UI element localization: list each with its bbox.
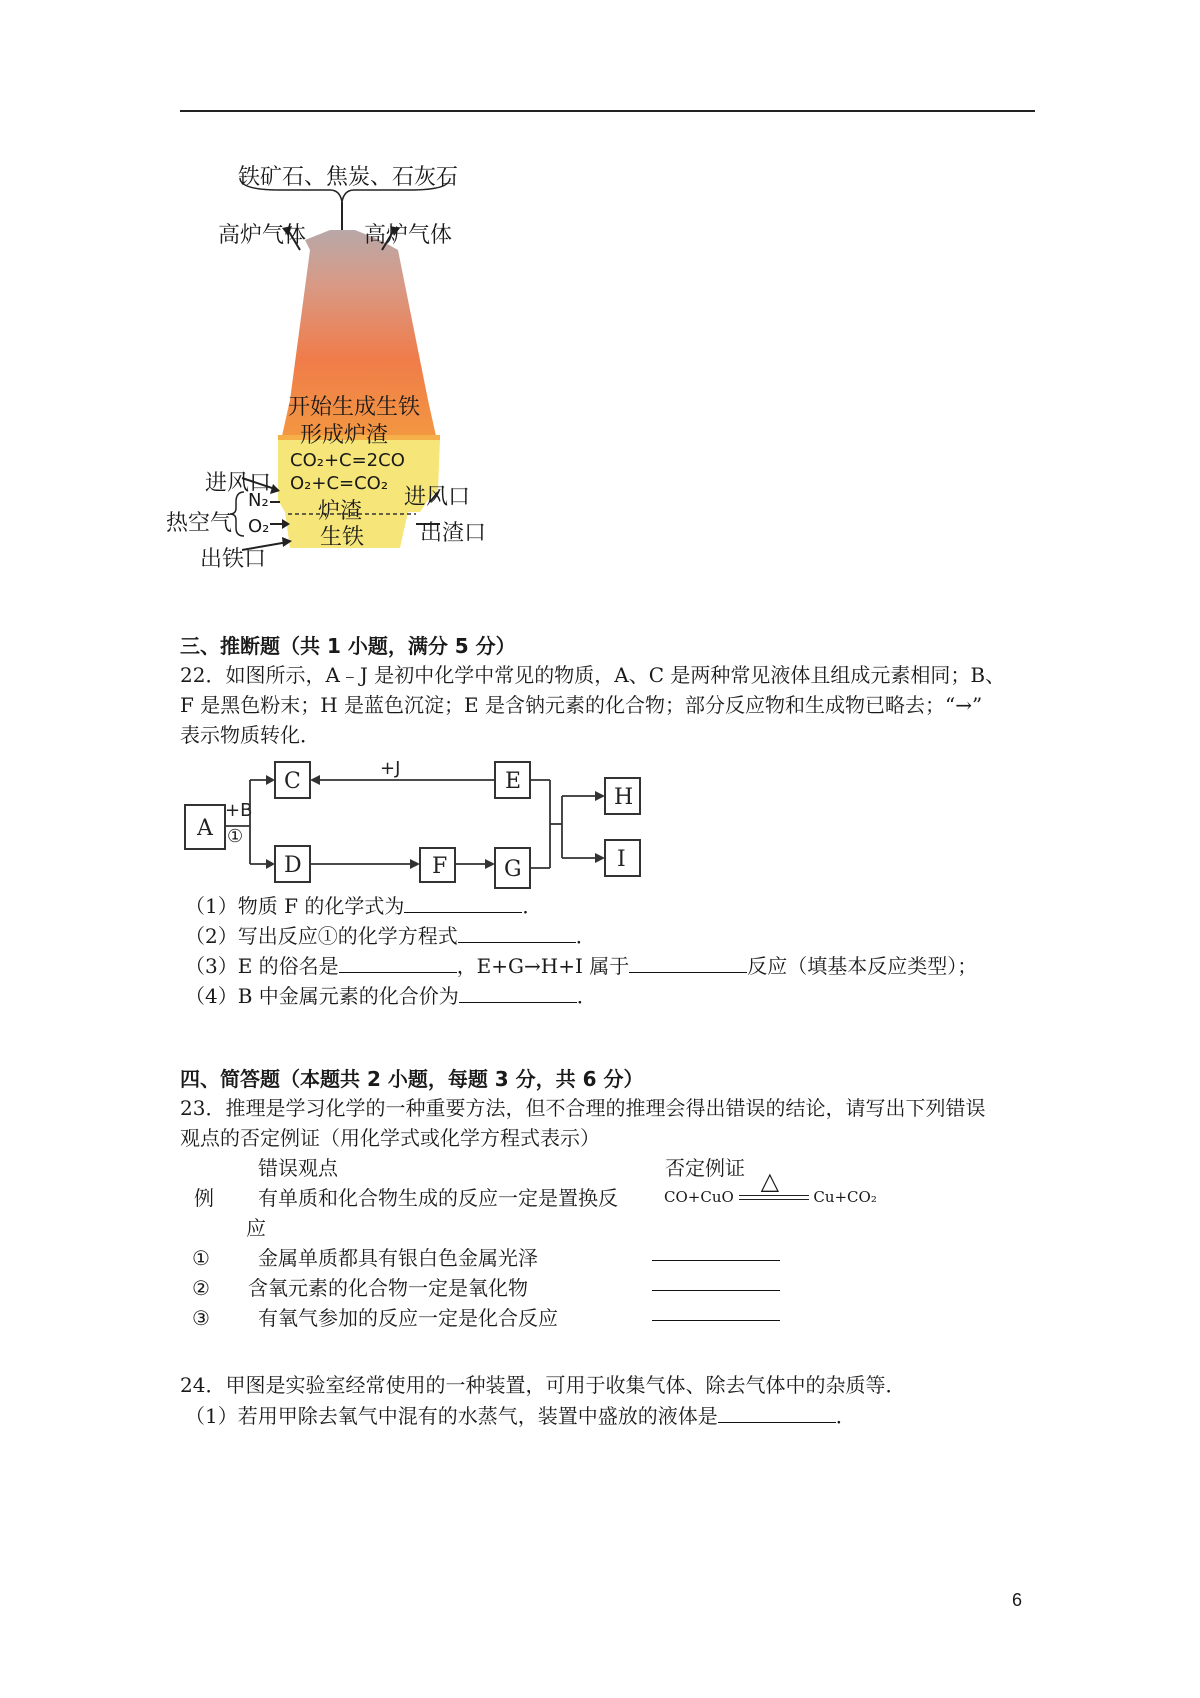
equation-condition-sign	[739, 1167, 809, 1205]
label-plus-j: +J	[380, 760, 401, 779]
example-text-line2: 应	[246, 1216, 266, 1240]
q22-sub1: （1）物质 F 的化学式为 ．	[185, 890, 542, 921]
equation-co2-c: CO₂+C=2CO	[290, 450, 405, 471]
row2-answer-blank[interactable]	[652, 1290, 780, 1291]
answer-blank-reaction-type[interactable]	[629, 950, 747, 973]
zone-pig-iron-start: 开始生成生铁	[288, 395, 421, 420]
q22-line3: 表示物质转化．	[180, 723, 320, 747]
air-inlet-left-label: 进风口	[205, 471, 272, 496]
o2-label: O₂	[248, 516, 270, 537]
q22-sub2: （2）写出反应①的化学方程式 ．	[185, 920, 596, 951]
q23-line1: 23．推理是学习化学的一种重要方法，但不合理的推理会得出错误的结论，请写出下列错误	[180, 1096, 986, 1120]
col-header-wrong-view: 错误观点	[258, 1156, 338, 1180]
equation-products: Cu+CO₂	[813, 1188, 877, 1206]
zone-pig-iron: 生铁	[320, 525, 365, 550]
answer-blank-f-formula[interactable]	[404, 890, 522, 913]
answer-blank-valence[interactable]	[459, 980, 577, 1003]
header-rule	[180, 110, 1035, 112]
hot-air-label: 热空气	[166, 511, 233, 536]
slag-outlet-label: 出渣口	[420, 521, 487, 546]
label-plus-b: +B	[225, 800, 253, 821]
equation-o2-c: O₂+C=CO₂	[290, 473, 389, 494]
node-a: A	[197, 816, 213, 841]
node-i: I	[617, 847, 626, 872]
section4-title: 四、简答题（本题共 2 小题，每题 3 分，共 6 分）	[180, 1067, 644, 1091]
heat-triangle-icon: △	[760, 1167, 780, 1195]
example-label: 例	[194, 1186, 214, 1210]
row1-num: ①	[192, 1246, 210, 1270]
answer-blank-drying-liquid[interactable]	[718, 1400, 836, 1423]
page-number: 6	[1012, 1590, 1023, 1610]
node-f: F	[432, 854, 448, 879]
label-reaction-1: ①	[227, 826, 244, 847]
q23-line2: 观点的否定例证（用化学式或化学方程式表示）	[180, 1126, 600, 1150]
node-h: H	[614, 785, 634, 810]
furnace-gas-left-label: 高炉气体	[218, 223, 307, 248]
furnace-gas-right-label: 高炉气体	[364, 223, 453, 248]
row3-answer-blank[interactable]	[652, 1320, 780, 1321]
zone-slag-forming: 形成炉渣	[300, 423, 389, 448]
iron-outlet-label: 出铁口	[200, 547, 267, 572]
q22-sub4: （4）B 中金属元素的化合价为 ．	[185, 980, 597, 1011]
row1-text: 金属单质都具有银白色金属光泽	[258, 1246, 538, 1270]
air-inlet-right-label: 进风口	[404, 485, 471, 510]
q22-line1: 22．如图所示，A﹣J 是初中化学中常见的物质，A、C 是两种常见液体且组成元素相同；B、	[180, 663, 1006, 687]
node-d: D	[284, 853, 302, 878]
section3-title: 三、推断题（共 1 小题，满分 5 分）	[180, 634, 516, 658]
node-c: C	[284, 769, 301, 794]
n2-label: N₂	[248, 490, 269, 511]
answer-blank-equation[interactable]	[458, 920, 576, 943]
example-text-line1: 有单质和化合物生成的反应一定是置换反	[258, 1186, 618, 1210]
q22-line2: F 是黑色粉末；H 是蓝色沉淀；E 是含钠元素的化合物；部分反应物和生成物已略去；“→”	[180, 693, 983, 717]
row1-answer-blank[interactable]	[652, 1260, 780, 1261]
row2-num: ②	[192, 1276, 210, 1300]
node-e: E	[505, 769, 522, 794]
node-g: G	[504, 857, 522, 882]
row3-text: 有氧气参加的反应一定是化合反应	[258, 1306, 558, 1330]
row2-text: 含氧元素的化合物一定是氧化物	[248, 1276, 528, 1300]
answer-blank-e-common-name[interactable]	[339, 950, 457, 973]
row3-num: ③	[192, 1306, 210, 1330]
q24-sub1: （1）若用甲除去氧气中混有的水蒸气，装置中盛放的液体是 ．	[185, 1400, 856, 1431]
furnace-inputs-label: 铁矿石、焦炭、石灰石	[238, 165, 459, 190]
equation-reactants: CO+CuO	[664, 1188, 734, 1206]
col-header-counter-example: 否定例证	[665, 1156, 745, 1180]
q22-sub3: （3）E 的俗名是 ，E+G→H+I 属于 反应（填基本反应类型）；	[185, 950, 977, 981]
zone-slag: 炉渣	[318, 499, 363, 524]
q24-line1: 24．甲图是实验室经常使用的一种装置，可用于收集气体、除去气体中的杂质等．	[180, 1373, 906, 1397]
